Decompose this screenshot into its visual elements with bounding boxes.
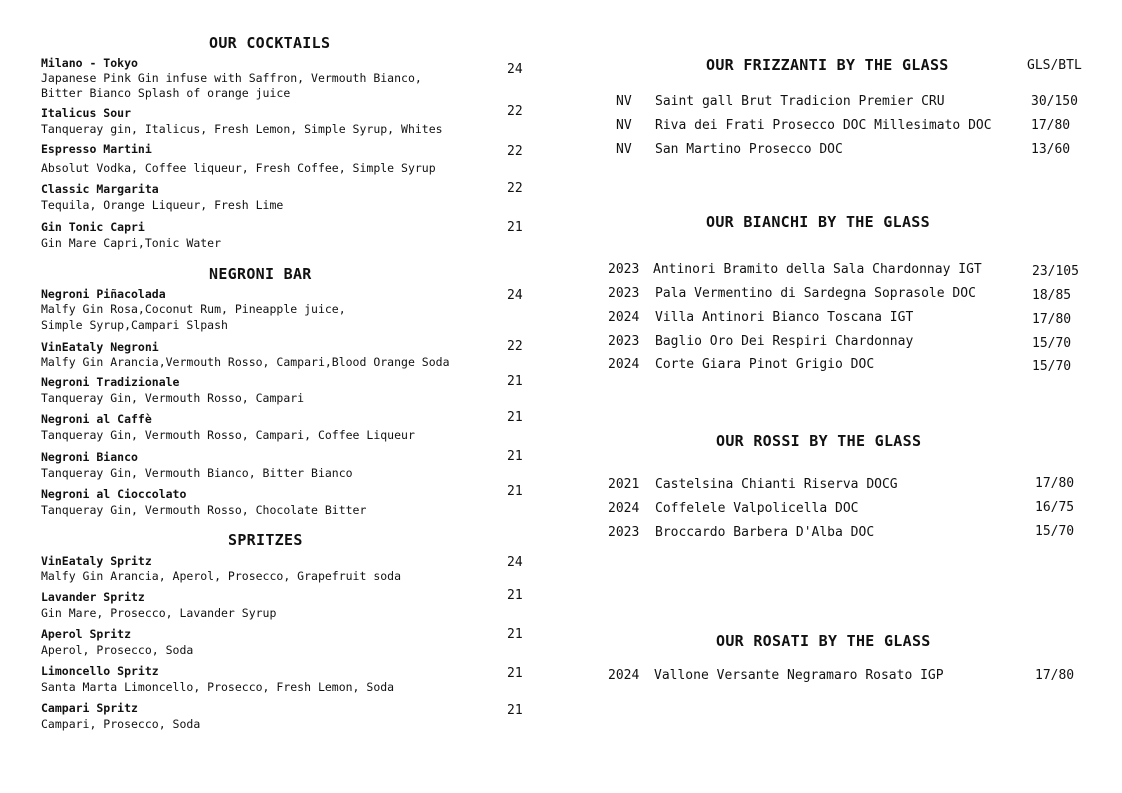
wine-year: 2024 [608,357,640,372]
negroni-price: 21 [507,374,523,389]
wine-year: 2023 [608,525,640,540]
spritz-desc: Santa Marta Limoncello, Prosecco, Fresh Lemon, Soda [41,680,395,694]
spritz-desc: Malfy Gin Arancia, Aperol, Prosecco, Grapefruit soda [41,569,402,583]
wine-price: 13/60 [1031,142,1071,157]
cocktail-desc: Gin Mare Capri,Tonic Water [41,236,222,250]
spritz-name: Lavander Spritz [41,590,145,604]
wine-name: Villa Antinori Bianco Toscana IGT [655,310,914,325]
cocktail-desc: Absolut Vodka, Coffee liqueur, Fresh Coffee, Simple Syrup [41,161,436,175]
spritz-name: Campari Spritz [41,701,138,715]
negroni-desc: Simple Syrup,Campari Slpash [41,318,228,332]
section-title-rossi: OUR ROSSI BY THE GLASS [716,432,922,450]
wine-year: NV [616,94,632,109]
wine-year: 2023 [608,334,640,349]
cocktail-price: 22 [507,181,523,196]
cocktail-price: 21 [507,220,523,235]
negroni-name: Negroni Tradizionale [41,375,180,389]
negroni-name: Negroni Piñacolada [41,287,166,301]
wine-price: 23/105 [1032,264,1079,279]
negroni-price: 22 [507,339,523,354]
cocktail-name: Italicus Sour [41,106,132,120]
negroni-desc: Tanqueray Gin, Vermouth Rosso, Campari, Coffee Liqueur [41,428,415,442]
section-title-spritzes: SPRITZES [228,531,303,549]
cocktail-name: Classic Margarita [41,182,159,196]
spritz-desc: Gin Mare, Prosecco, Lavander Syrup [41,606,277,620]
wine-name: Pala Vermentino di Sardegna Soprasole DOC [655,286,976,301]
negroni-desc: Tanqueray Gin, Vermouth Rosso, Campari [41,391,305,405]
wine-price: 15/70 [1035,524,1075,539]
cocktail-price: 24 [507,62,523,77]
gls-btl-header: GLS/BTL [1027,58,1082,73]
wine-name: Baglio Oro Dei Respiri Chardonnay [655,334,914,349]
negroni-desc: Malfy Gin Rosa,Coconut Rum, Pineapple juice, [41,302,346,316]
wine-name: Castelsina Chianti Riserva DOCG [655,477,898,492]
negroni-desc: Malfy Gin Arancia,Vermouth Rosso, Campari,Blood Orange Soda [41,355,450,369]
negroni-price: 21 [507,410,523,425]
wine-price: 15/70 [1032,336,1072,351]
section-title-rosati: OUR ROSATI BY THE GLASS [716,632,931,650]
wine-year: 2024 [608,501,640,516]
wine-name: Coffelele Valpolicella DOC [655,501,859,516]
negroni-desc: Tanqueray Gin, Vermouth Rosso, Chocolate Bitter [41,503,367,517]
wine-price: 15/70 [1032,359,1072,374]
wine-price: 17/80 [1031,118,1071,133]
negroni-price: 24 [507,288,523,303]
wine-price: 18/85 [1032,288,1072,303]
wine-year: 2021 [608,477,640,492]
wine-year: 2023 [608,262,640,277]
cocktail-desc: Bitter Bianco Splash of orange juice [41,86,291,100]
cocktail-name: Milano - Tokyo [41,56,138,70]
negroni-name: Negroni al Cioccolato [41,487,187,501]
wine-name: Corte Giara Pinot Grigio DOC [655,357,875,372]
wine-name: Riva dei Frati Prosecco DOC Millesimato DOC [655,118,992,133]
negroni-name: Negroni al Caffè [41,412,152,426]
wine-name: San Martino Prosecco DOC [655,142,843,157]
spritz-desc: Campari, Prosecco, Soda [41,717,201,731]
negroni-desc: Tanqueray Gin, Vermouth Bianco, Bitter Bianco [41,466,353,480]
spritz-desc: Aperol, Prosecco, Soda [41,643,194,657]
wine-year: NV [616,142,632,157]
negroni-name: Negroni Bianco [41,450,138,464]
cocktail-desc: Tequila, Orange Liqueur, Fresh Lime [41,198,284,212]
wine-name: Saint gall Brut Tradicion Premier CRU [655,94,945,109]
section-title-bianchi: OUR BIANCHI BY THE GLASS [706,213,930,231]
wine-price: 16/75 [1035,500,1075,515]
spritz-price: 21 [507,703,523,718]
spritz-name: Limoncello Spritz [41,664,159,678]
cocktail-desc: Tanqueray gin, Italicus, Fresh Lemon, Simple Syrup, Whites [41,122,443,136]
wine-price: 17/80 [1032,312,1072,327]
cocktail-name: Gin Tonic Capri [41,220,145,234]
cocktail-price: 22 [507,144,523,159]
spritz-price: 24 [507,555,523,570]
negroni-price: 21 [507,484,523,499]
wine-year: NV [616,118,632,133]
negroni-price: 21 [507,449,523,464]
wine-price: 17/80 [1035,476,1075,491]
wine-price: 30/150 [1031,94,1078,109]
spritz-price: 21 [507,627,523,642]
cocktail-desc: Japanese Pink Gin infuse with Saffron, Vermouth Bianco, [41,71,422,85]
wine-price: 17/80 [1035,668,1075,683]
negroni-name: VinEataly Negroni [41,340,159,354]
section-title-negroni: NEGRONI BAR [209,265,312,283]
wine-year: 2023 [608,286,640,301]
spritz-name: Aperol Spritz [41,627,132,641]
wine-name: Vallone Versante Negramaro Rosato IGP [654,668,944,683]
wine-year: 2024 [608,668,640,683]
spritz-price: 21 [507,588,523,603]
wine-year: 2024 [608,310,640,325]
wine-name: Antinori Bramito della Sala Chardonnay IGT [653,262,982,277]
wine-name: Broccardo Barbera D'Alba DOC [655,525,875,540]
cocktail-price: 22 [507,104,523,119]
spritz-name: VinEataly Spritz [41,554,152,568]
section-title-cocktails: OUR COCKTAILS [209,34,331,52]
cocktail-name: Espresso Martini [41,142,152,156]
spritz-price: 21 [507,666,523,681]
section-title-frizzanti: OUR FRIZZANTI BY THE GLASS [706,56,949,74]
